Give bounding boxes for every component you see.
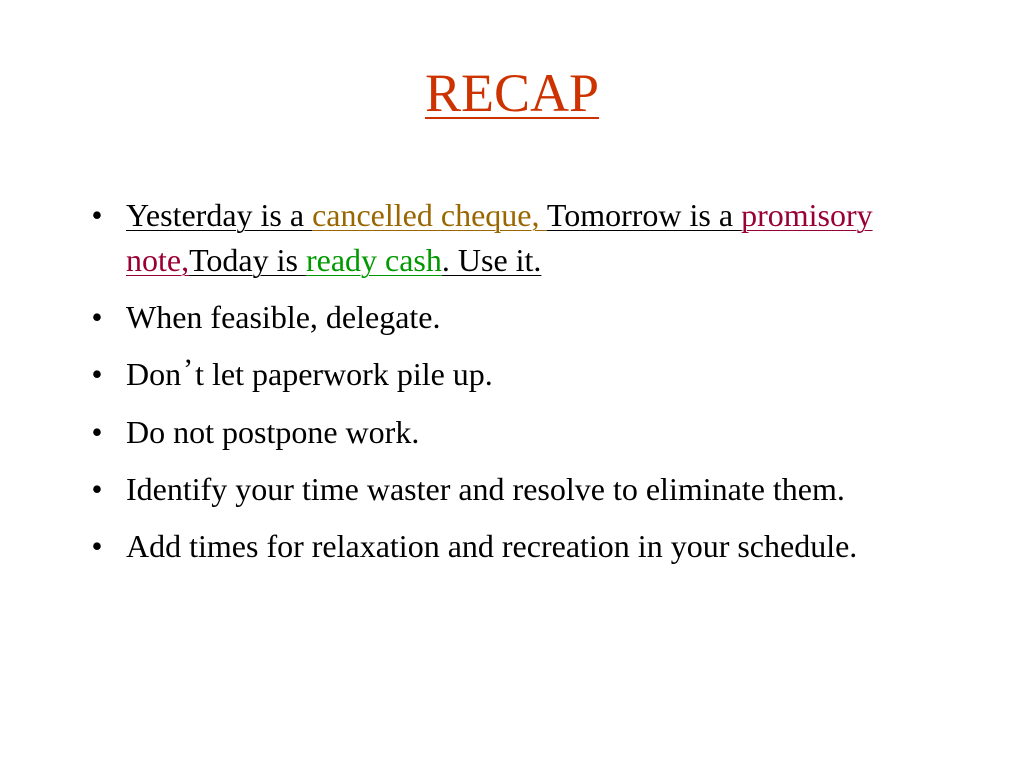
bullet-3-apostrophe: ’ xyxy=(183,353,194,386)
bullet-item-3 xyxy=(82,352,942,398)
bullet-dot-icon: • xyxy=(91,528,103,564)
bullet-4-text: Do not postpone work. xyxy=(126,414,420,450)
bullet-6-text: Add times for relaxation and recreation in your schedule. xyxy=(126,528,858,564)
bullet-item-2 xyxy=(82,295,942,340)
bullet-dot-icon: • xyxy=(91,471,103,507)
bullet-3-text-a: Don xyxy=(126,356,182,392)
bullet-1-text-c: Today is xyxy=(189,242,306,278)
bullet-item-4 xyxy=(82,410,942,455)
bullet-item-6 xyxy=(82,524,942,569)
bullet-1-ready-cash: ready cash xyxy=(305,242,442,278)
bullet-1-text-b: Tomorrow is a xyxy=(546,197,742,233)
slide-title xyxy=(0,58,1024,128)
slide-title-text: RECAP xyxy=(424,63,600,123)
bullet-dot-icon: • xyxy=(91,414,103,450)
bullet-5-text: Identify your time waster and resolve to eliminate them. xyxy=(126,471,845,507)
bullet-1-text-a: Yesterday is a xyxy=(126,197,313,233)
bullet-1-promisory-note: promisory note, xyxy=(126,197,873,278)
bullet-dot-icon: • xyxy=(91,299,103,335)
bullet-1-cancelled-cheque: cancelled cheque, xyxy=(312,197,547,233)
bullet-3-text-b: t let paperwork pile up. xyxy=(195,356,493,392)
bullet-dot-icon: • xyxy=(91,356,103,392)
bullet-2-text: When feasible, delegate. xyxy=(126,299,441,335)
bullet-dot-icon: • xyxy=(91,197,103,233)
bullet-1-text-d: . Use it. xyxy=(441,242,542,278)
bullet-item-5 xyxy=(82,467,942,512)
bullet-item-1 xyxy=(82,193,942,283)
bullet-list xyxy=(82,193,942,581)
